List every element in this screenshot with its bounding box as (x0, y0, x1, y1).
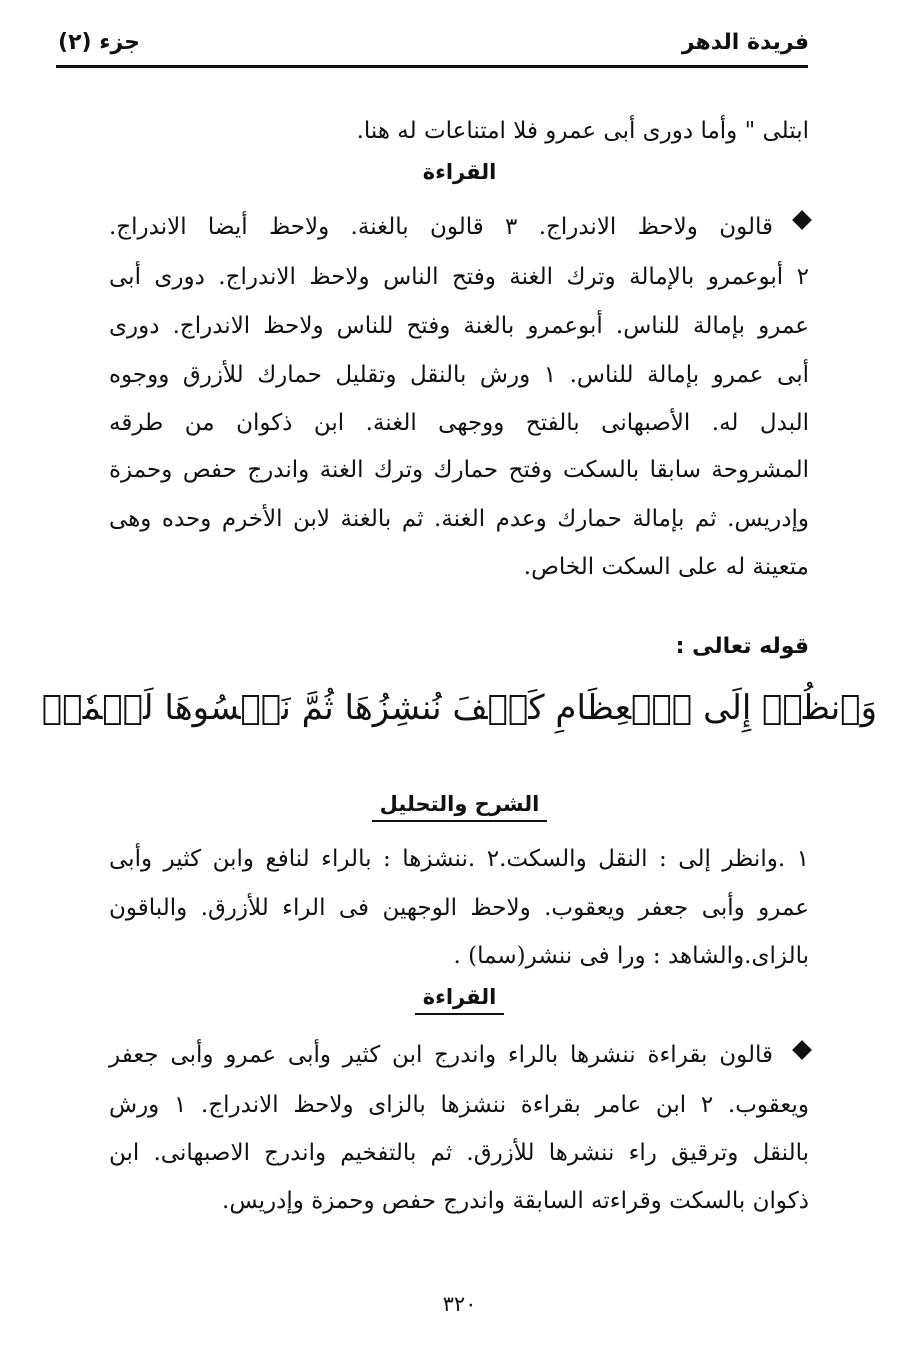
paragraph-line: عمرو بإمالة للناس. أبوعمرو بالغنة وفتح للناس ولاحظ الاندراج. دورى (109, 313, 809, 339)
section-heading-qiraa-1 (0, 160, 919, 184)
running-header-title: فريدة الدهر (681, 30, 809, 55)
paragraph-line: بالنقل وترقيق راء ننشرها للأزرق. ثم بالتفخيم واندرج الاصبهانى. ابن (109, 1140, 809, 1166)
heading-text: القراءة (422, 160, 497, 184)
bullet-diamond-icon (792, 1040, 812, 1060)
paragraph-line: وإدريس. ثم بإمالة حمارك وعدم الغنة. ثم بالغنة لابن الأخرم وحده وهى (109, 506, 809, 532)
paragraph-line: المشروحة سابقا بالسكت وفتح حمارك وترك الغنة واندرج حفص وحمزة (109, 457, 809, 483)
paragraph-line: قالون ولاحظ الاندراج. ٣ قالون بالغنة. ولاحظ أيضا الاندراج. (109, 214, 773, 240)
paragraph-line: متعينة له على السكت الخاص. (523, 554, 809, 580)
paragraph-line: ويعقوب. ٢ ابن عامر بقراءة ننشزها بالزاى ولاحظ الاندراج. ١ ورش (109, 1092, 809, 1118)
running-header-part: جزء (٢) (58, 30, 141, 55)
header-rule (56, 65, 808, 68)
section-heading-qiraa-2 (0, 985, 919, 1009)
paragraph-line: ذكوان بالسكت وقراءته السابقة واندرج حفص وحمزة وإدريس. (222, 1188, 809, 1214)
paragraph-line: البدل له. الأصبهانى بالفتح ووجهى الغنة. ابن ذكوان من طرقه (109, 410, 809, 436)
paragraph-line: قالون بقراءة ننشرها بالراء واندرج ابن كثير وأبى عمرو وأبى جعفر (109, 1042, 773, 1068)
intro-line: ابتلى " وأما دورى أبى عمرو فلا امتناعات له هنا. (356, 118, 809, 144)
qawl-label: قوله تعالى : (675, 634, 809, 659)
section-heading-sharh (0, 792, 919, 816)
paragraph-line: ٢ أبوعمرو بالإمالة وترك الغنة وفتح الناس ولاحظ الاندراج. دورى أبى (109, 264, 809, 290)
paragraph-line: ١ .وانظر إلى : النقل والسكت.٢ .ننشزها : بالراء لنافع وابن كثير وأبى (109, 846, 809, 872)
quran-verse: وَٱنظُرۡ إِلَى ٱلۡعِظَامِ كَيۡفَ نُنشِزُهَا ثُمَّ نَكۡسُوهَا لَحۡمٗاۚ (41, 688, 878, 728)
paragraph-line: أبى عمرو بإمالة للناس. ١ ورش بالنقل وتقليل حمارك للأزرق ووجوه (109, 362, 809, 388)
bullet-diamond-icon (792, 210, 812, 230)
paragraph-line: بالزاى.والشاهد : ورا فى ننشر(سما) . (453, 943, 809, 969)
page-number: ٣٢٠ (442, 1292, 477, 1316)
heading-text: القراءة (415, 985, 505, 1015)
heading-text: الشرح والتحليل (372, 792, 548, 822)
paragraph-line: عمرو وأبى جعفر ويعقوب. ولاحظ الوجهين فى الراء للأزرق. والباقون (109, 895, 809, 921)
